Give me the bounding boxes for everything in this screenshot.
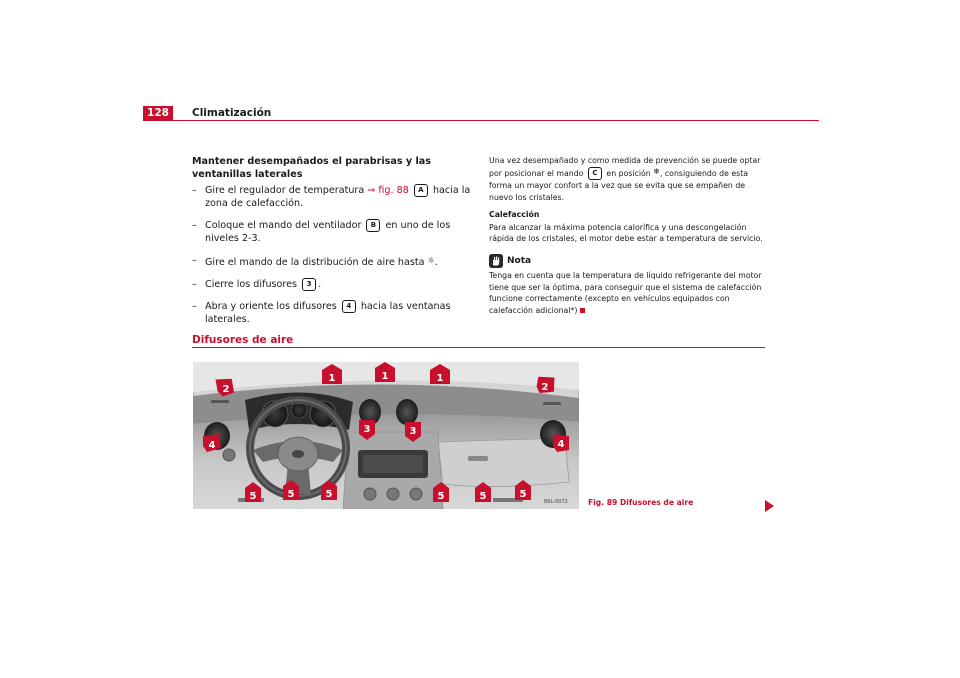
step-dash: – xyxy=(192,220,197,231)
note-body: Tenga en cuenta que la temperatura de líquido refrigerante del motor tiene que ser la óptima, para conseguir que el sistema de calefacción funcione correctamente (excepto en vehículos equipados con calefacción adicional*) xyxy=(489,271,762,315)
marker-2-right-label: 2 xyxy=(541,382,549,393)
defrost-windscreen-icon: ☼ xyxy=(427,256,435,265)
badge-4: 4 xyxy=(342,300,356,313)
marker-5-b-label: 5 xyxy=(287,489,295,500)
marker-1-center-label: 1 xyxy=(381,371,389,382)
prevention-text-a: Una vez desempañado y como medida de prevención se puede optar por posicionar el mando xyxy=(489,156,761,179)
step-dash: – xyxy=(192,279,197,290)
step-dash: – xyxy=(192,255,197,266)
step-2 xyxy=(192,219,472,245)
step-1-text-a: Gire el regulador de temperatura xyxy=(205,185,368,196)
header-rule xyxy=(143,120,819,121)
step-4 xyxy=(192,278,472,291)
marker-3-left-label: 3 xyxy=(363,424,371,435)
next-page-arrow-icon[interactable] xyxy=(765,500,774,512)
right-column xyxy=(489,155,765,322)
note-text xyxy=(489,270,765,316)
step-dash: – xyxy=(192,301,197,312)
badge-3: 3 xyxy=(302,278,316,291)
marker-1-left-label: 1 xyxy=(328,373,336,384)
marker-5-a-label: 5 xyxy=(249,491,257,502)
left-column xyxy=(192,155,472,335)
marker-5-d-label: 5 xyxy=(437,491,445,502)
step-3-text-b: . xyxy=(434,257,438,268)
marker-4-right xyxy=(553,434,569,452)
marker-5-f-label: 5 xyxy=(519,489,527,500)
figure-code: B6L-0072 xyxy=(544,499,568,505)
step-1-text-b: hacia la zona de calefacción. xyxy=(205,185,471,209)
prevention-text-b: en posición xyxy=(603,169,654,179)
heating-text: Para alcanzar la máxima potencia calorífica y una descongelación rápida de los cristales, el motor debe estar a temperatura de servicio. xyxy=(489,222,763,244)
badge-a: A xyxy=(414,184,428,197)
defog-heading: Mantener desempañados el parabrisas y las ventanillas laterales xyxy=(192,156,431,180)
step-3-text-a: Gire el mando de la distribución de aire hasta xyxy=(205,257,428,268)
step-2-text-b: en uno de los niveles 2-3. xyxy=(205,220,451,244)
prevention-paragraph xyxy=(489,155,765,203)
figure-caption: Fig. 89 Difusores de aire xyxy=(588,498,694,507)
recirculation-icon: ❄ xyxy=(653,167,660,177)
step-5-text-a: Abra y oriente los difusores xyxy=(205,301,340,312)
page-number: 128 xyxy=(147,107,169,119)
badge-b: B xyxy=(366,219,380,232)
note-hand-icon xyxy=(489,254,503,268)
marker-3-right-label: 3 xyxy=(409,426,417,437)
marker-1-right-label: 1 xyxy=(436,373,444,384)
section-title: Difusores de aire xyxy=(192,334,294,346)
badge-c: C xyxy=(588,167,602,180)
chapter-title: Climatización xyxy=(192,107,272,119)
note-header xyxy=(489,254,765,268)
marker-5-e-label: 5 xyxy=(479,491,487,502)
heating-heading: Calefacción xyxy=(489,210,540,220)
prevention-text-c: , consiguiendo de esta forma un mayor confort a la vez que se evita que se empañen de nuevo los cristales. xyxy=(489,169,749,202)
step-5 xyxy=(192,300,472,326)
section-rule xyxy=(192,347,765,348)
dashboard-illustration xyxy=(193,362,579,509)
step-4-text-b: . xyxy=(318,279,322,290)
note-title: Nota xyxy=(507,255,532,266)
step-3 xyxy=(192,254,472,269)
step-dash: – xyxy=(192,185,197,196)
marker-4-right-label: 4 xyxy=(557,439,565,450)
marker-2-left-label: 2 xyxy=(222,384,230,395)
step-5-text-b: hacia las ventanas laterales. xyxy=(205,301,451,325)
step-4-text-a: Cierre los difusores xyxy=(205,279,301,290)
step-2-text-a: Coloque el mando del ventilador xyxy=(205,220,365,231)
marker-5-c-label: 5 xyxy=(325,489,333,500)
marker-4-left-label: 4 xyxy=(208,440,216,451)
end-marker-icon xyxy=(580,308,585,313)
step-1 xyxy=(192,184,472,210)
fig-88-link[interactable]: ⇒ fig. 88 xyxy=(367,185,409,196)
dashboard-figure xyxy=(193,362,579,509)
